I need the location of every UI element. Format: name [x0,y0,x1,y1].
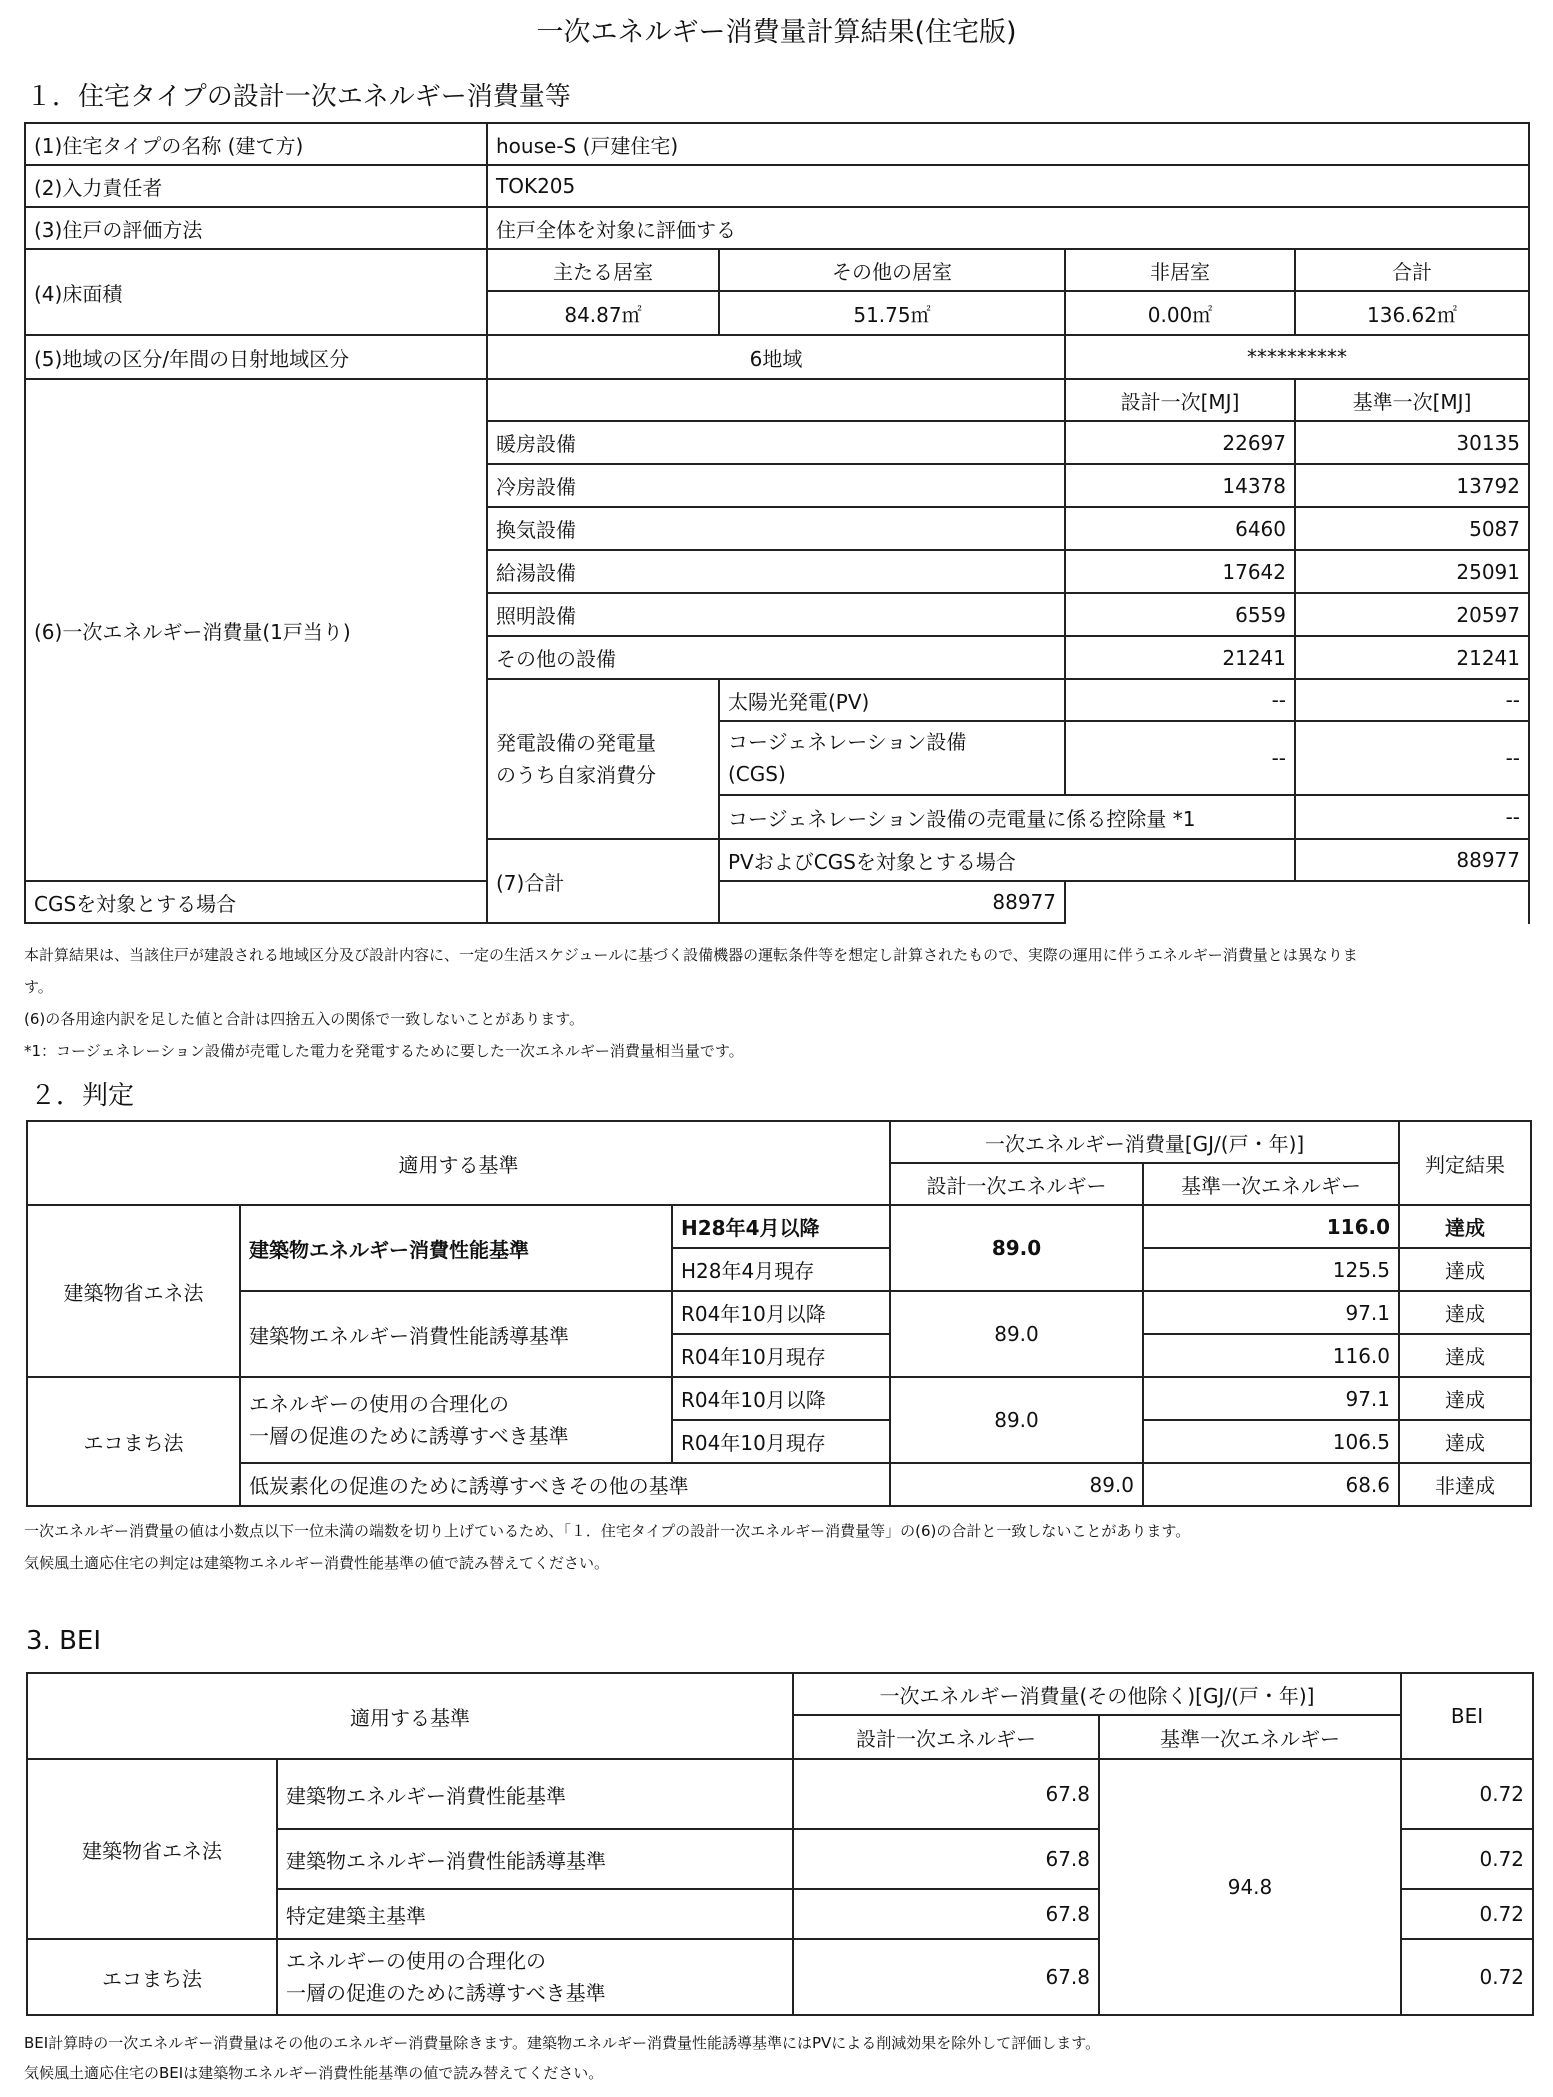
s3-row4-line2: 一層の促進のために誘導すべき基準 [286,1981,606,2005]
s2-result: 達成 [1399,1291,1531,1334]
s2-header-result: 判定結果 [1399,1121,1531,1205]
gen-label-line2: のうち自家消費分 [496,763,656,787]
value-region: 6地域 [487,335,1065,379]
energy-item-name: 給湯設備 [487,550,1065,593]
s3-bei-value: 0.72 [1401,1939,1533,2015]
s2-base-value: 125.5 [1143,1248,1399,1291]
s2-design-value: 89.0 [890,1291,1143,1377]
pv-design: -- [1065,679,1295,721]
s2-period: R04年10月現存 [672,1334,890,1377]
row-total-case2 [25,881,1529,923]
s3-design-value: 67.8 [793,1889,1099,1939]
s2-row [27,1205,1531,1248]
s3-header-base: 基準一次エネルギー [1099,1715,1401,1759]
s3-header-standard: 適用する基準 [27,1673,793,1759]
s3-std-name: 建築物エネルギー消費性能基準 [277,1759,793,1829]
s2-period: R04年10月以降 [672,1377,890,1420]
floor-value-other: 51.75㎡ [719,291,1065,335]
energy-header-standard: 基準一次[MJ] [1295,379,1529,421]
energy-item-standard: 5087 [1295,507,1529,550]
s2-std3-line1: エネルギーの使用の合理化の [249,1392,509,1416]
floor-header-other: その他の居室 [719,249,1065,291]
total-case2-value: 88977 [719,881,1065,923]
s3-std-rationalization [277,1939,793,2015]
s2-note-1: 一次エネルギー消費量の値は小数点以下一位未満の端数を切り上げているため、「１．住宅タイプの設計一次エネルギー消費量等」の(6)の合計と一致しないことがあります。 [24,1522,1191,1540]
floor-value-nonliving: 0.00㎡ [1065,291,1295,335]
s2-base-value: 97.1 [1143,1377,1399,1420]
s3-header-energy: 一次エネルギー消費量(その他除く)[GJ/(戸・年)] [793,1673,1401,1715]
s2-law-energy-saving: 建築物省エネ法 [27,1205,240,1377]
s3-header-design: 設計一次エネルギー [793,1715,1099,1759]
section2-title: ２．判定 [30,1081,135,1111]
row-input-person [25,165,1529,207]
energy-item-standard: 21241 [1295,636,1529,679]
s3-design-value: 67.8 [793,1829,1099,1889]
s2-period: R04年10月以降 [672,1291,890,1334]
s2-base-value: 97.1 [1143,1291,1399,1334]
pv-standard: -- [1295,679,1529,721]
s3-bei-value: 0.72 [1401,1889,1533,1939]
s2-design-value: 89.0 [890,1463,1143,1506]
floor-value-total: 136.62㎡ [1295,291,1529,335]
s1-note-4: *1：コージェネレーション設備が売電した電力を発電するために要した一次エネルギー消費量相当量です。 [24,1042,744,1060]
s3-std-name: 特定建築主基準 [277,1889,793,1939]
label-total: (7)合計 [487,839,719,923]
cgs-standard: -- [1295,721,1529,795]
energy-item-design: 14378 [1065,464,1295,507]
s3-row [27,1759,1533,1829]
value-house-name: house-S (戸建住宅) [487,123,1529,165]
energy-item-design: 17642 [1065,550,1295,593]
s1-note-3: (6)の各用途内訳を足した値と合計は四捨五入の関係で一致しないことがあります。 [24,1010,585,1028]
s2-std-rationalization [240,1377,672,1463]
s2-row [27,1463,1531,1506]
cgs-label [719,721,1065,795]
total-case1-label: PVおよびCGSを対象とする場合 [719,839,1295,881]
s2-period: H28年4月以降 [672,1205,890,1248]
s3-base-value: 94.8 [1099,1759,1401,2015]
value-input-person: TOK205 [487,165,1529,207]
pv-label: 太陽光発電(PV) [719,679,1065,721]
s2-std-performance: 建築物エネルギー消費性能基準 [240,1205,672,1291]
energy-item-name: その他の設備 [487,636,1065,679]
energy-item-design: 6559 [1065,593,1295,636]
row-energy-header [25,379,1529,421]
s1-note-1: 本計算結果は、当該住戸が建設される地域区分及び設計内容に、一定の生活スケジュールに基づく設備機器の運転条件等を想定し計算されたもので、実際の運用に伴うエネルギー消費量とは異なりま [24,946,1358,964]
s3-design-value: 67.8 [793,1759,1099,1829]
energy-item-design: 21241 [1065,636,1295,679]
s3-note-1: BEI計算時の一次エネルギー消費量はその他のエネルギー消費量除きます。建築物エネルギー消費量性能誘導基準にはPVによる削減効果を除外して評価します。 [24,2034,1101,2052]
row-region [25,335,1529,379]
energy-item-standard: 30135 [1295,421,1529,464]
s2-header-design: 設計一次エネルギー [890,1163,1143,1205]
cgs-label-line2: (CGS) [728,762,786,786]
s2-result: 達成 [1399,1334,1531,1377]
s2-design-value: 89.0 [890,1205,1143,1291]
s2-std-low-carbon: 低炭素化の促進のために誘導すべきその他の基準 [240,1463,890,1506]
s2-header-energy: 一次エネルギー消費量[GJ/(戸・年)] [890,1121,1399,1163]
energy-item-standard: 20597 [1295,593,1529,636]
row-eval-method [25,207,1529,249]
label-region: (5)地域の区分/年間の日射地域区分 [25,335,487,379]
s3-note-2: 気候風土適応住宅のBEIは建築物エネルギー消費性能基準の値で読み替えてください。 [24,2064,604,2082]
deduction-label: コージェネレーション設備の売電量に係る控除量 *1 [719,795,1295,839]
s3-bei-value: 0.72 [1401,1759,1533,1829]
s2-std-induction: 建築物エネルギー消費性能誘導基準 [240,1291,672,1377]
energy-item-name: 照明設備 [487,593,1065,636]
label-house-name: (1)住宅タイプの名称 (建て方) [25,123,487,165]
cgs-label-line1: コージェネレーション設備 [728,730,967,754]
energy-item-design: 6460 [1065,507,1295,550]
energy-item-standard: 25091 [1295,550,1529,593]
s2-header-base: 基準一次エネルギー [1143,1163,1399,1205]
label-input-person: (2)入力責任者 [25,165,487,207]
s3-bei-value: 0.72 [1401,1829,1533,1889]
s2-result: 達成 [1399,1205,1531,1248]
section1-table [24,122,1530,924]
energy-item-name: 冷房設備 [487,464,1065,507]
cgs-design: -- [1065,721,1295,795]
value-solar-region: ********** [1065,335,1529,379]
label-energy: (6)一次エネルギー消費量(1戸当り) [25,379,487,881]
s3-std-name: 建築物エネルギー消費性能誘導基準 [277,1829,793,1889]
s2-base-value: 68.6 [1143,1463,1399,1506]
total-case1-value: 88977 [1295,839,1529,881]
s3-header-bei: BEI [1401,1673,1533,1759]
s2-note-2: 気候風土適応住宅の判定は建築物エネルギー消費性能基準の値で読み替えてください。 [24,1554,610,1572]
energy-item-design: 22697 [1065,421,1295,464]
section1-title: １．住宅タイプの設計一次エネルギー消費量等 [26,82,571,112]
s1-note-2: す。 [24,978,53,996]
s3-design-value: 67.8 [793,1939,1099,2015]
s2-result: 達成 [1399,1377,1531,1420]
energy-item-name: 換気設備 [487,507,1065,550]
s2-result: 達成 [1399,1420,1531,1463]
floor-header-total: 合計 [1295,249,1529,291]
energy-item-name: 暖房設備 [487,421,1065,464]
gen-self-consumption-label [487,679,719,839]
energy-header-design: 設計一次[MJ] [1065,379,1295,421]
label-eval-method: (3)住戸の評価方法 [25,207,487,249]
gen-label-line1: 発電設備の発電量 [496,731,656,755]
label-floor-area: (4)床面積 [25,249,487,335]
floor-header-nonliving: 非居室 [1065,249,1295,291]
s3-row4-line1: エネルギーの使用の合理化の [286,1949,546,1973]
s2-base-value: 116.0 [1143,1334,1399,1377]
total-case2-label: CGSを対象とする場合 [25,881,719,923]
value-eval-method: 住戸全体を対象に評価する [487,207,1529,249]
s2-period: H28年4月現存 [672,1248,890,1291]
row-floor-area-header [25,249,1529,291]
deduction-design: -- [1295,795,1529,839]
s2-period: R04年10月現存 [672,1420,890,1463]
section3-title: 3. BEI [26,1626,102,1656]
s2-row [27,1291,1531,1334]
floor-value-main: 84.87㎡ [487,291,719,335]
row-house-name [25,123,1529,165]
s3-law-energy-saving: 建築物省エネ法 [27,1759,277,1939]
s2-result: 達成 [1399,1248,1531,1291]
s2-header-standard: 適用する基準 [27,1121,890,1205]
floor-header-main: 主たる居室 [487,249,719,291]
s2-base-value: 116.0 [1143,1205,1399,1248]
s2-result: 非達成 [1399,1463,1531,1506]
s2-law-ecomachi: エコまち法 [27,1377,240,1506]
s2-std3-line2: 一層の促進のために誘導すべき基準 [249,1424,569,1448]
section3-table [26,1672,1534,2016]
s2-row [27,1377,1531,1420]
s2-base-value: 106.5 [1143,1420,1399,1463]
s2-design-value: 89.0 [890,1377,1143,1463]
section2-table [26,1120,1532,1507]
s3-law-ecomachi: エコまち法 [27,1939,277,2015]
page-title: 一次エネルギー消費量計算結果(住宅版) [536,17,1017,48]
energy-item-standard: 13792 [1295,464,1529,507]
